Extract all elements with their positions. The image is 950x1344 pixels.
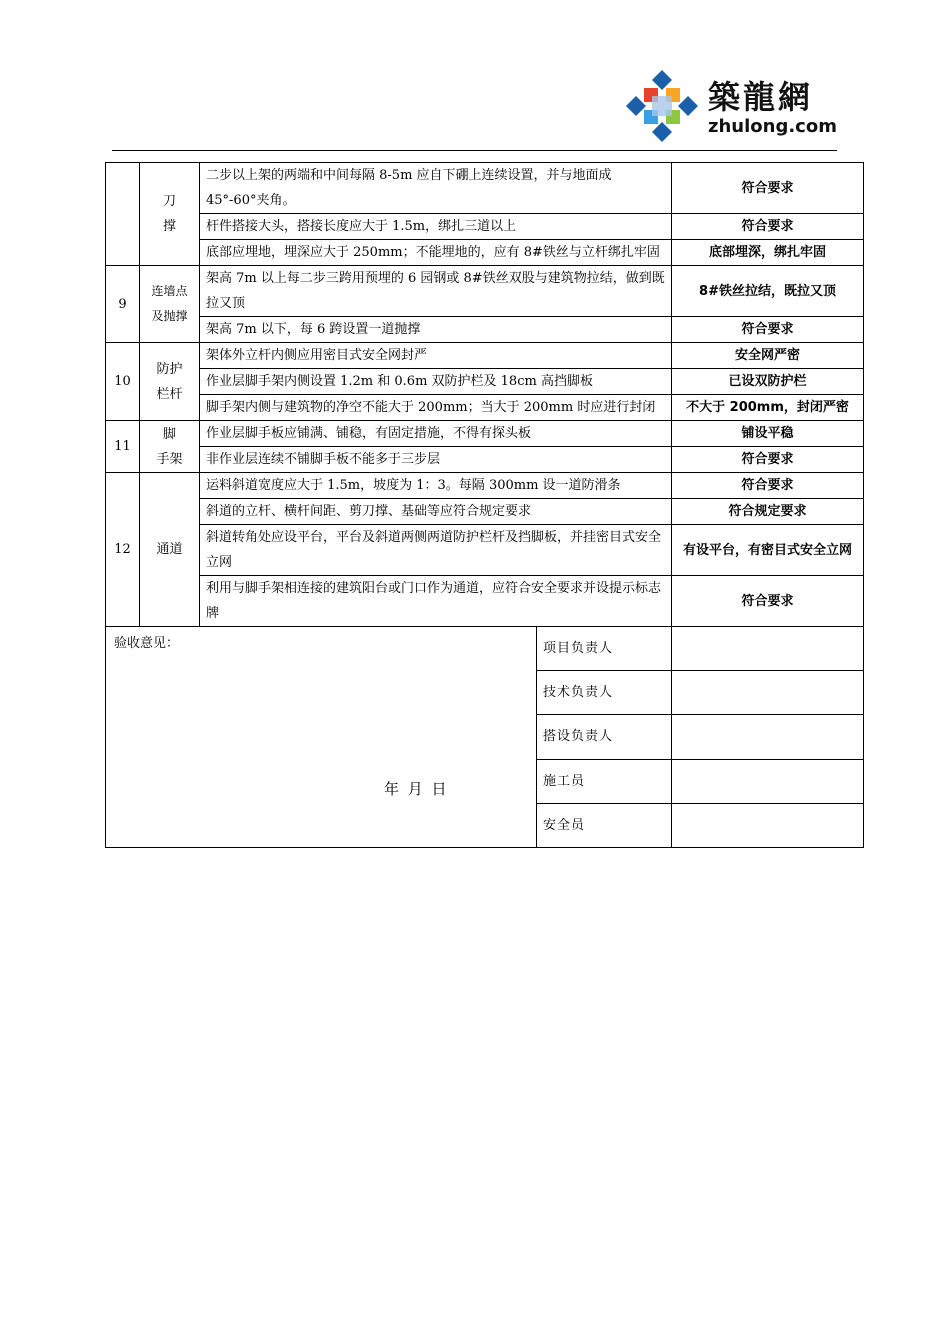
row-number: 9 <box>106 266 140 343</box>
row-number: 10 <box>106 343 140 421</box>
result-cell: 符合要求 <box>672 447 864 473</box>
result-cell: 已设双防护栏 <box>672 369 864 395</box>
row-category <box>140 266 200 343</box>
row-number: 12 <box>106 473 140 627</box>
requirement-cell: 运料斜道宽度应大于 1.5m，坡度为 1：3。每隔 300mm 设一道防滑条 <box>200 473 672 499</box>
row-number: 11 <box>106 421 140 473</box>
table-row <box>106 343 864 369</box>
logo-english-name: zhulong.com <box>708 116 837 137</box>
signature-role: 施工员 <box>537 759 672 803</box>
category-label: 刀 撑 <box>162 194 176 234</box>
result-cell: 符合规定要求 <box>672 499 864 525</box>
category-label: 脚 手架 <box>156 426 183 467</box>
result-cell: 符合要求 <box>672 214 864 240</box>
table-row <box>106 266 864 317</box>
table-row <box>106 317 864 343</box>
category-label: 连墙点 及抛撑 <box>151 284 188 323</box>
acceptance-opinion-label: 验收意见： <box>114 636 180 651</box>
result-cell: 符合要求 <box>672 576 864 627</box>
requirement-cell: 斜道的立杆、横杆间距、剪刀撑、基础等应符合规定要求 <box>200 499 672 525</box>
requirement-cell: 底部应埋地，埋深应大于 250mm；不能埋地的，应有 8#铁丝与立杆绑扎牢固 <box>200 240 672 266</box>
requirement-cell: 非作业层连续不铺脚手板不能多于三步层 <box>200 447 672 473</box>
table-row <box>106 163 864 214</box>
requirement-cell: 杆件搭接大头，搭接长度应大于 1.5m，绑扎三道以上 <box>200 214 672 240</box>
signature-field[interactable] <box>672 627 864 671</box>
signature-field[interactable] <box>672 803 864 847</box>
requirement-cell: 架体外立杆内侧应用密目式安全网封严 <box>200 343 672 369</box>
result-cell: 有设平台，有密目式安全立网 <box>672 525 864 576</box>
row-category <box>140 343 200 421</box>
result-cell: 不大于 200mm，封闭严密 <box>672 395 864 421</box>
table-row <box>106 473 864 499</box>
signature-role: 项目负责人 <box>537 627 672 671</box>
table-row <box>106 395 864 421</box>
signature-role: 搭设负责人 <box>537 715 672 759</box>
result-cell: 符合要求 <box>672 163 864 214</box>
signature-field[interactable] <box>672 671 864 715</box>
result-cell: 符合要求 <box>672 317 864 343</box>
table-row <box>106 240 864 266</box>
acceptance-section <box>106 627 864 671</box>
category-label: 防护 栏杆 <box>156 361 183 402</box>
header-divider <box>112 150 837 151</box>
row-category: 通道 <box>140 473 200 627</box>
table-row <box>106 576 864 627</box>
row-category <box>140 163 200 266</box>
table-row <box>106 369 864 395</box>
logo-chinese-name: 築龍網 <box>708 78 814 116</box>
signature-role: 安全员 <box>537 803 672 847</box>
result-cell: 铺设平稳 <box>672 421 864 447</box>
table-row <box>106 214 864 240</box>
acceptance-date-label: 年 月 日 <box>384 780 449 798</box>
signature-role: 技术负责人 <box>537 671 672 715</box>
acceptance-opinion-cell <box>106 627 537 848</box>
requirement-cell: 架高 7m 以上每二步三跨用预埋的 6 园钢或 8#铁丝双股与建筑物拉结，做到既拉又顶 <box>200 266 672 317</box>
result-cell: 8#铁丝拉结，既拉又顶 <box>672 266 864 317</box>
zhulong-logo <box>622 66 842 146</box>
zhulong-logo-icon <box>622 66 702 146</box>
signature-field[interactable] <box>672 715 864 759</box>
result-cell: 安全网严密 <box>672 343 864 369</box>
inspection-table <box>105 162 864 848</box>
requirement-cell: 二步以上架的两端和中间每隔 8-5m 应自下硼上连续设置，并与地面成 45°-60°夹角。 <box>200 163 672 214</box>
table-row <box>106 421 864 447</box>
requirement-cell: 架高 7m 以下，每 6 跨设置一道抛撑 <box>200 317 672 343</box>
row-category <box>140 421 200 473</box>
requirement-cell: 利用与脚手架相连接的建筑阳台或门口作为通道，应符合安全要求并设提示标志牌 <box>200 576 672 627</box>
requirement-cell: 作业层脚手架内侧设置 1.2m 和 0.6m 双防护栏及 18cm 高挡脚板 <box>200 369 672 395</box>
result-cell: 底部埋深，绑扎牢固 <box>672 240 864 266</box>
table-row <box>106 525 864 576</box>
requirement-cell: 斜道转角处应设平台，平台及斜道两侧两道防护栏杆及挡脚板，并挂密目式安全立网 <box>200 525 672 576</box>
result-cell: 符合要求 <box>672 473 864 499</box>
signature-field[interactable] <box>672 759 864 803</box>
table-row <box>106 499 864 525</box>
requirement-cell: 脚手架内侧与建筑物的净空不能大于 200mm；当大于 200mm 时应进行封闭 <box>200 395 672 421</box>
row-number <box>106 163 140 266</box>
table-row <box>106 447 864 473</box>
requirement-cell: 作业层脚手板应铺满、铺稳，有固定措施，不得有探头板 <box>200 421 672 447</box>
